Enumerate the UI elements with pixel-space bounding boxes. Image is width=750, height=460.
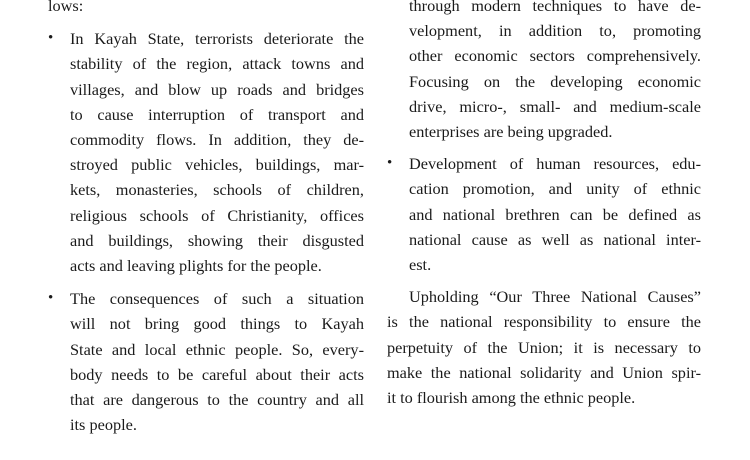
left-column	[48, 0, 364, 445]
text-line: • Development of human resources, edu-	[409, 154, 701, 174]
bullet-kayah-terrorism	[48, 26, 364, 278]
text-line: commodity flows. In addition, they de-	[70, 130, 364, 150]
text-line: perpetuity of the Union; it is necessary to	[387, 337, 701, 357]
text-line: through modern techniques to have de-	[409, 0, 701, 15]
bullet-human-resources	[387, 151, 701, 277]
text-line: cation promotion, and unity of ethnic	[409, 179, 701, 199]
text-line: and buildings, showing their disgusted	[70, 230, 364, 250]
text-line: stability of the region, attack towns and	[70, 54, 364, 74]
text-line: kets, monasteries, schools of children,	[70, 180, 364, 200]
text-line: enterprises are being upgraded.	[409, 122, 613, 142]
text-line: it to flourish among the ethnic people.	[387, 388, 636, 408]
bullet-consequences	[48, 286, 364, 437]
text-line: its people.	[70, 415, 137, 435]
text-line: • The consequences of such a situation	[70, 289, 364, 309]
text-line: body needs to be careful about their acts	[70, 364, 364, 384]
text-line: religious schools of Christianity, offices	[70, 205, 364, 225]
text-line: drive, micro-, small- and medium-scale	[409, 96, 701, 116]
text-line: to cause interruption of transport and	[70, 104, 364, 124]
text-line: • In Kayah State, terrorists deteriorate the	[70, 29, 364, 49]
text-line: will not bring good things to Kayah	[70, 314, 364, 334]
text-line: make the national solidarity and Union spir-	[387, 362, 701, 382]
text-line: State and local ethnic people. So, every-	[70, 339, 364, 359]
text-line: Focusing on the developing economic	[409, 71, 701, 91]
text-line: other economic sectors comprehensively.	[409, 46, 701, 66]
text-line: and national brethren can be defined as	[409, 204, 701, 224]
text-line: est.	[409, 255, 432, 275]
right-column	[387, 0, 701, 410]
text-line: national cause as well as national inter-	[409, 229, 701, 249]
text-line: that are dangerous to the country and all	[70, 390, 364, 410]
bullet-economic-continuation	[387, 0, 701, 144]
text-line: is the national responsibility to ensure the	[387, 312, 701, 332]
text-line: Upholding “Our Three National Causes”	[409, 287, 701, 307]
text-line: villages, and blow up roads and bridges	[70, 79, 364, 99]
intro-tail: lows:	[48, 0, 84, 15]
text-line: velopment, in addition to, promoting	[409, 21, 701, 41]
text-line: stroyed public vehicles, buildings, mar-	[70, 155, 364, 175]
text-line: acts and leaving plights for the people.	[70, 256, 322, 276]
closing-paragraph	[387, 284, 701, 410]
